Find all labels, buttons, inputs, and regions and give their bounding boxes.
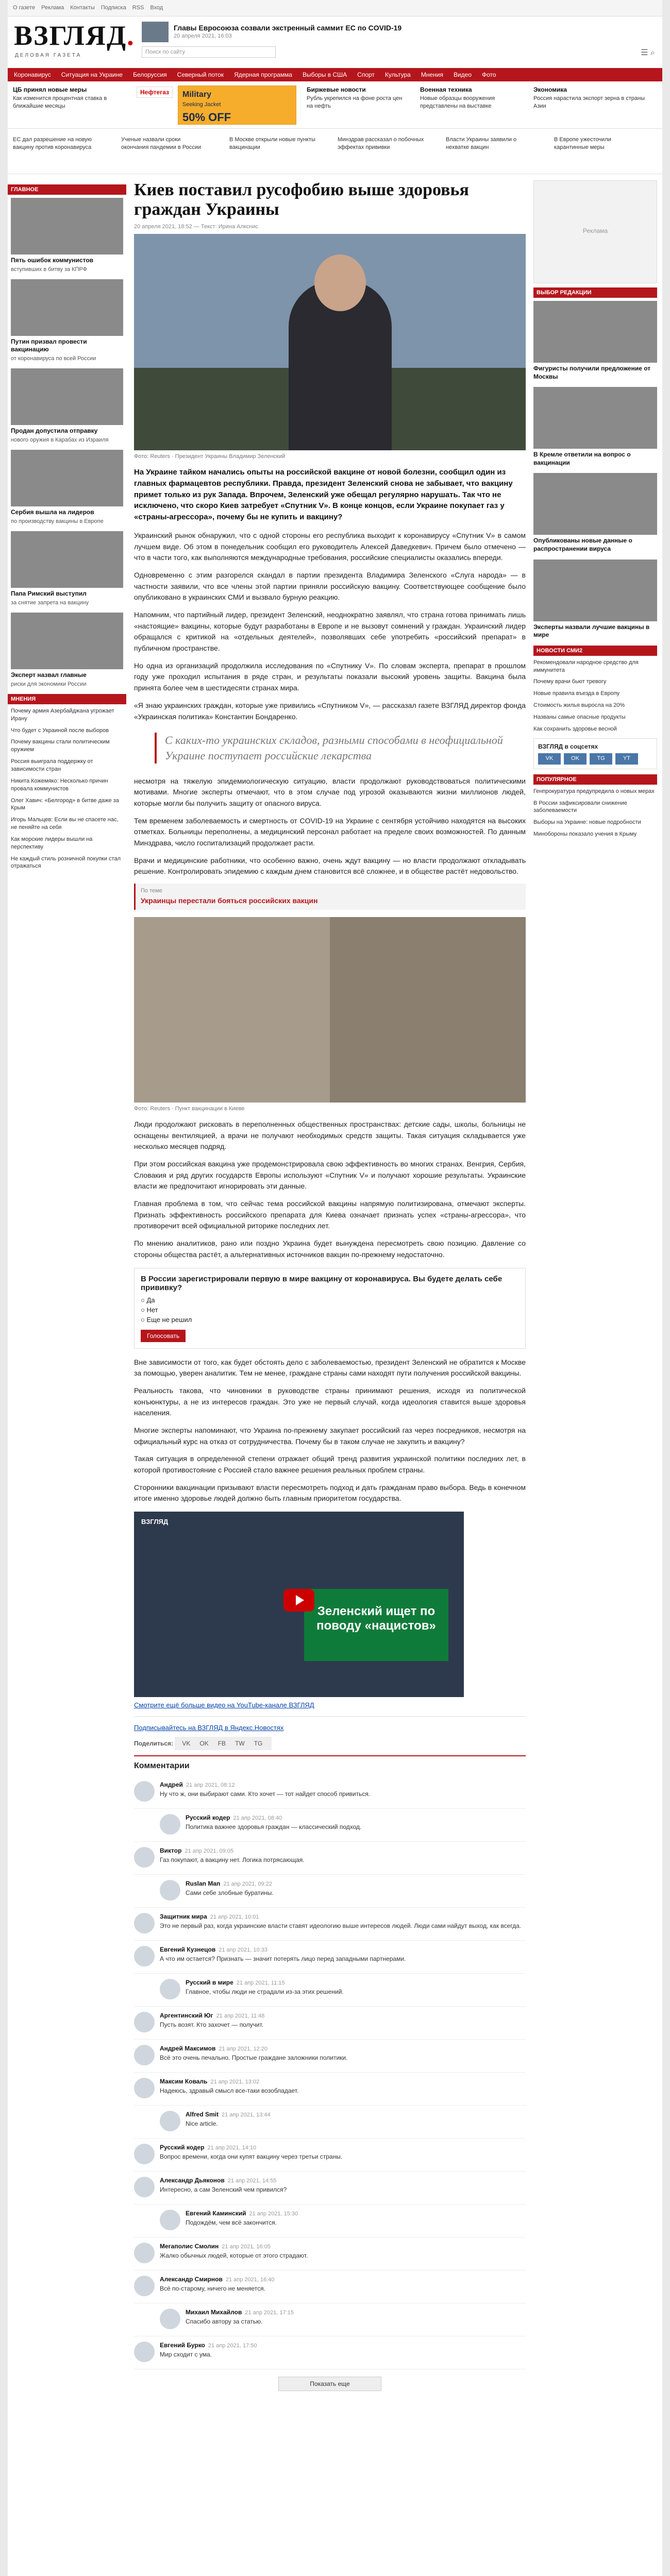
opinion-link[interactable]: Олег Хавич: «Белгород» в битве даже за Крым (11, 797, 119, 811)
article-title: Киев поставил русофобию выше здоровья граждан Украины (134, 180, 469, 219)
news-card[interactable] (11, 450, 123, 525)
share-label: Поделиться: (134, 1740, 174, 1748)
ad-title: Military (182, 90, 212, 99)
avatar[interactable] (134, 2045, 155, 2065)
nav-item[interactable]: Белоруссия (133, 71, 167, 78)
related-label: По теме (141, 888, 162, 894)
poll-option-label: Еще не решил (146, 1315, 192, 1324)
news-card[interactable] (11, 279, 123, 362)
promo-item[interactable]: Биржевые новости Рубль укрепился на фоне роста цен на нефть (307, 86, 403, 110)
poll-question: В России зарегистрировали первую в мире вакцину от коронавируса. Вы будете делать себе прививку? (141, 1274, 502, 1292)
promo-item[interactable]: Военная техника Новые образцы вооружения представлены на выставке (420, 86, 495, 110)
comment-text: Пусть возят. Кто захочет — получит. (160, 2021, 264, 2029)
poll (134, 1268, 526, 1349)
section-head: МНЕНИЯ (8, 694, 126, 704)
comment-author[interactable]: Андрей 21 апр 2021, 08:12 (160, 1781, 235, 1789)
comment-text: Газ покупают, а вакцину нет. Логика потрясающая. (160, 1856, 305, 1864)
nav-item[interactable]: Культура (384, 71, 411, 78)
comments-head: Комментарии (134, 1761, 190, 1771)
site-logo[interactable]: ВЗГЛЯД. (14, 20, 135, 51)
news-title[interactable]: Сербия вышла на лидеров (11, 509, 94, 516)
comment-author[interactable]: Александр Дьяконов 21 апр 2021, 14:55 (160, 2177, 277, 2184)
social-title: ВЗГЛЯД в соцсетях (538, 742, 598, 750)
top-link[interactable]: Контакты (70, 5, 95, 11)
news-link[interactable]: Новые правила въезда в Европу (533, 690, 620, 697)
comment (134, 2172, 526, 2205)
comment-author[interactable]: Евгений Кузнецов 21 апр 2021, 10:33 (160, 1946, 267, 1954)
comment (134, 1908, 526, 1941)
paragraph: Врачи и медицинские работники, что особенно важно, очень ждут вакцину — но власти продолжают откладывать решение. Контролировать эпидемию с каждым днем становится всё сложнее, и в обществе растёт недовольство. (134, 856, 526, 876)
poll-option-label: Да (146, 1296, 155, 1304)
avatar[interactable] (134, 2078, 155, 2098)
opinion-link[interactable]: Никита Кожемяко: Несколько причин провала коммунистов (11, 777, 108, 792)
comment (134, 2205, 526, 2238)
paragraph: Такая ситуация в определенной степени отражает общий тренд развития украинской политики последних лет, в которой противостояние с Россией стало важнее решения реальных проблем страны. (134, 1454, 526, 1475)
avatar[interactable] (134, 2144, 155, 2164)
comment (134, 2007, 526, 2040)
news-card[interactable] (11, 198, 123, 273)
sub-news-item[interactable]: Ученые назвали сроки окончания пандемии в России (121, 137, 202, 150)
news-thumb (11, 368, 123, 425)
news-card[interactable] (11, 368, 123, 444)
comment-text: Политика важнее здоровья граждан — классический подход. (186, 1823, 362, 1831)
comment-time: 21 апр 2021, 16:40 (225, 2277, 275, 2283)
article-lead: На Украине тайком начались опыты на российской вакцине от новой болезни, сообщил один из главных фармацевтов республики. Правда, президент Зеленский снова не забывает, что вакцину примет только из рук Запада. Впрочем, Зеленский уже обещал регулярно нарушать. Так что не исключено, что скоро Киев затребует «Спутник V». В конце концов, если Украине покупает газ у «страны-агрессора», почему бы не купить и вакцину? (134, 468, 513, 522)
avatar[interactable] (134, 2177, 155, 2197)
comment-time: 21 апр 2021, 11:48 (216, 2013, 265, 2020)
comment-text: Ну что ж, они выбирают сами. Кто хочет — тот найдет способ привиться. (160, 1790, 371, 1798)
comment-text: Жалко обычных людей, которые от этого страдают. (160, 2252, 308, 2260)
news-title[interactable]: Опубликованы новые данные о распространении вируса (533, 537, 632, 552)
news-subtitle: нового оружия в Карабах из Израиля (11, 436, 109, 443)
avatar[interactable] (134, 1781, 155, 1802)
comment-author[interactable]: Alfred Smit 21 апр 2021, 13:44 (186, 2111, 271, 2119)
search-input[interactable]: Поиск по сайту (142, 46, 276, 58)
comment-time: 21 апр 2021, 14:55 (227, 2178, 277, 2184)
logo-subtitle: ДЕЛОВАЯ ГАЗЕТА (15, 53, 82, 58)
comment-time: 21 апр 2021, 10:33 (219, 1947, 267, 1954)
comment-text: А что им остается? Признать — значит потерять лицо перед западными партнерами. (160, 1955, 406, 1963)
comment (134, 2303, 526, 2336)
news-subtitle: от коронавируса по всей России (11, 355, 96, 362)
right-sidebar (533, 180, 657, 842)
show-more-button[interactable]: Показать еще (278, 2377, 381, 2391)
comment (134, 2040, 526, 2073)
video-label: ВЗГЛЯД (141, 1518, 169, 1526)
play-icon[interactable] (283, 1589, 314, 1612)
breaking-date: 20 апреля 2021, 16:03 (174, 33, 232, 39)
paragraph: Но одна из организаций продолжила исследования по «Спутнику V». По словам эксперта, препарат в прошлом году уже проходил испытания в ряде стран, и результаты показали высокий уровень защиты. Вакцина была принята более чем в шестидесяти странах мира. (134, 661, 526, 692)
paragraph: Напомним, что партийный лидер, президент Зеленский, неоднократно заявлял, что страна готова принимать лишь «настоящие» вакцины, которые будут разработаны в Европе и не вызовут сомнений у граждан. Украинский лидер обращался с критикой на «отдельных деятелей», позволявших себе употребить «российский препарат» в публичном пространстве. (134, 611, 526, 653)
comment-text: Мир сходит с ума. (160, 2351, 212, 2359)
comments-section (134, 1755, 526, 2391)
comment (134, 1875, 526, 1908)
ad-slot[interactable]: Реклама (533, 180, 657, 283)
hero-image (134, 234, 526, 450)
news-subtitle: риски для экономики России (11, 681, 87, 687)
comment-author[interactable]: Аргентинский Юг 21 апр 2021, 11:48 (160, 2012, 265, 2020)
comment (134, 1974, 526, 2007)
breaking-thumb (142, 22, 169, 42)
promo-strip (8, 81, 662, 129)
nav-item[interactable]: Выборы в США (302, 71, 347, 78)
news-title[interactable]: Фигуристы получили предложение от Москвы (533, 365, 651, 380)
news-title[interactable]: В Кремле ответили на вопрос о вакцинации (533, 451, 631, 466)
news-subtitle: вступивших в битву за КПРФ (11, 266, 88, 273)
comment-time: 21 апр 2021, 15:30 (249, 2211, 298, 2217)
news-card[interactable] (11, 531, 123, 606)
paragraph: Люди продолжают рисковать в переполненных общественных пространствах: детские сады, школы, больницы не оснащены вентиляцией, а врачи не получают необходимых средств защиты. Такая ситуация складывается уже несколько месяцев подряд. (134, 1120, 526, 1151)
comment-time: 21 апр 2021, 13:02 (210, 2079, 260, 2086)
comment-author[interactable]: Защитник мира 21 апр 2021, 10:01 (160, 1913, 259, 1921)
avatar[interactable] (160, 1979, 180, 1999)
comment (134, 2106, 526, 2139)
comment-time: 21 апр 2021, 14:10 (207, 2145, 257, 2151)
comment-author[interactable]: Мегаполис Смолин 21 апр 2021, 16:05 (160, 2243, 271, 2250)
comment-text: Главное, чтобы люди не страдали из-за этих решений. (186, 1988, 344, 1996)
ad-subtitle: Seeking Jacket (182, 101, 221, 108)
youtube-link[interactable]: Смотрите ещё больше видео на YouTube-канале ВЗГЛЯД (134, 1701, 314, 1709)
avatar[interactable] (134, 2243, 155, 2263)
paragraph: Главная проблема в том, что сейчас тема российской вакцины напрямую политизирована, отмечают эксперты. Признать эффективность российского препарата для Киева означает признать успех «страны-агрессора», что противоречит всей официальной риторике последних лет. (134, 1199, 526, 1230)
news-subtitle: за снятие запрета на вакцину (11, 599, 89, 606)
news-thumb (11, 450, 123, 506)
radio-icon[interactable]: ○ (141, 1296, 147, 1304)
paragraph: «Я знаю украинских граждан, которые уже привились «Спутником V», — рассказал газете ВЗГЛЯД директор фонда «Украинская политика» Константин Бондаренко. (134, 701, 526, 721)
share-button[interactable]: TG (250, 1738, 266, 1749)
nav-item[interactable]: Коронавирус (14, 71, 51, 78)
comment-time: 21 апр 2021, 10:01 (210, 1914, 259, 1921)
news-card[interactable] (533, 473, 657, 553)
comment-author[interactable]: Виктор 21 апр 2021, 09:05 (160, 1847, 234, 1855)
breaking-news[interactable] (142, 22, 451, 42)
comment-author[interactable]: Андрей Максимов 21 апр 2021, 12:20 (160, 2045, 268, 2053)
sub-news-row (8, 133, 662, 174)
comment-author[interactable]: Русский кодер 21 апр 2021, 14:10 (160, 2144, 257, 2151)
radio-icon[interactable]: ○ (141, 1315, 147, 1324)
avatar[interactable] (134, 2342, 155, 2362)
comment (134, 2073, 526, 2106)
comment-text: Вопрос времени, когда они купят вакцину через третьи страны. (160, 2153, 343, 2161)
sub-news-item[interactable]: Минздрав рассказал о побочных эффектах прививки (338, 137, 424, 150)
poll-option[interactable] (141, 1296, 519, 1304)
top-bar (8, 0, 662, 16)
news-link[interactable]: Рекомендовали народное средство для иммунитета (533, 659, 639, 673)
paragraph: При этом российская вакцина уже продемонстрировала свою эффективность во многих странах. Венгрия, Сербия, Словакия и ряд других государств Европы используют «Спутник V» и получают хорошие результаты. Украинские власти же предпочитают игнорировать эти данные. (134, 1160, 526, 1191)
share-bar (134, 1737, 526, 1750)
news-link[interactable]: Почему врачи бьют тревогу (533, 679, 607, 685)
opinion-link[interactable]: Не каждый стиль розничной покупки стал отражаться (11, 855, 121, 870)
poll-option-label: Нет (146, 1306, 158, 1314)
comment (134, 2139, 526, 2172)
avatar[interactable] (160, 1814, 180, 1835)
comment-text: Nice article. (186, 2120, 218, 2128)
social-button[interactable]: YT (615, 753, 638, 765)
partner-logo[interactable]: Нефтегаз (137, 87, 173, 98)
comment-time: 21 апр 2021, 08:12 (186, 1782, 235, 1789)
comment-author[interactable]: Русский кодер 21 апр 2021, 08:40 (186, 1814, 282, 1822)
news-thumb (533, 301, 657, 363)
news-title[interactable]: Папа Римский выступил (11, 590, 87, 598)
comment-author[interactable]: Русский в мире 21 апр 2021, 11:15 (186, 1979, 285, 1987)
paragraph: Тем временем заболеваемость и смертность от COVID-19 на Украине с сентября устойчиво находятся на высоких отметках. Больницы переполнены, а медицинский персонал работает на пределе своих возможностей. По данным Минздрава, число госпитализаций продолжает расти. (134, 816, 526, 848)
news-thumb (533, 387, 657, 449)
comment-time: 21 апр 2021, 08:40 (233, 1815, 282, 1822)
sub-news-item[interactable]: В Москве открыли новые пункты вакцинации (229, 137, 315, 150)
section-head: ПОПУЛЯРНОЕ (533, 774, 657, 785)
news-card[interactable] (533, 387, 657, 467)
comment-text: Надеюсь, здравый смысл все-таки возобладает. (160, 2087, 299, 2095)
avatar[interactable] (160, 2111, 180, 2131)
popular-link[interactable]: В России зафиксировали снижение заболеваемости (533, 800, 627, 814)
comment-time: 21 апр 2021, 12:20 (219, 2046, 268, 2053)
avatar[interactable] (134, 2012, 155, 2032)
comment-author[interactable]: Евгений Каминский 21 апр 2021, 15:30 (186, 2210, 298, 2217)
radio-icon[interactable]: ○ (141, 1306, 147, 1314)
article-meta: 20 апреля 2021, 18:52 — Текст: Ирина Алкснис (134, 224, 259, 230)
ad-banner[interactable] (178, 86, 296, 125)
promo-item[interactable]: ЦБ принял новые меры Как изменится процентная ставка в ближайшие месяцы (13, 86, 107, 110)
news-title[interactable]: Эксперты назвали лучшие вакцины в мире (533, 623, 650, 639)
news-thumb (11, 279, 123, 336)
site-wrapper (8, 0, 662, 2576)
comment-time: 21 апр 2021, 11:15 (236, 1980, 285, 1987)
opinion-link[interactable]: Почему вакцины стали политическим оружием (11, 739, 110, 753)
nav-item[interactable]: Мнения (421, 71, 443, 78)
poll-vote-button[interactable]: Голосовать (141, 1330, 186, 1342)
comment-time: 21 апр 2021, 09:22 (223, 1881, 272, 1888)
comment-text: Интересно, а сам Зеленский чем привился? (160, 2186, 287, 2194)
nav-item[interactable]: Видео (453, 71, 472, 78)
yandex-news-link[interactable]: Подписывайтесь на ВЗГЛЯД в Яндекс.Новостях (134, 1724, 284, 1732)
comment-text: Спасибо автору за статью. (186, 2318, 263, 2326)
promo-item[interactable]: Экономика Россия нарастила экспорт зерна в страны Азии (533, 86, 645, 110)
ad-offer: 50% OFF (182, 111, 231, 124)
breaking-title[interactable]: Главы Евросоюза созвали экстренный саммит ЕС по COVID-19 (174, 24, 402, 32)
comment-time: 21 апр 2021, 16:05 (222, 2244, 271, 2250)
popular-link[interactable]: Генпрокуратура предупредила о новых мерах (533, 788, 655, 794)
comment-text: Сами себе злобные буратины. (186, 1889, 274, 1897)
paragraph: Украинский рынок обнаружил, что с одной стороны его республика выходит к коронавирусу «Спутник V» в самом лучшем виде. Об этом в понедельник сообщил его руководитель Алексей Даведкевич. Причем было отмечено — что в части того, как выполняются международные требования, российские специалисты оказались впереди. (134, 531, 526, 562)
left-sidebar (8, 180, 126, 874)
avatar[interactable] (134, 1913, 155, 1934)
video-banner: Зеленский ищет по поводу «нацистов» (304, 1589, 448, 1661)
news-card[interactable] (533, 560, 657, 639)
news-title[interactable]: Пять ошибок коммунистов (11, 257, 94, 264)
opinion-link[interactable]: Что будет с Украиной после выборов (11, 727, 109, 734)
main-nav (8, 68, 662, 81)
paragraph: Сторонники вакцинации призывают власти пересмотреть подход и дать гражданам право выбора. Ведь в конечном итоге именно здоровье людей должно быть главным приоритетом государства. (134, 1483, 526, 1503)
comment-text: Всё это очень печально. Простые граждане заложники политики. (160, 2054, 348, 2062)
pull-quote: С каких-то украинских складов, разными способами в неофициальной Украине поступает российские лекарства (155, 733, 505, 763)
inline-caption: Фото: Reuters · Пункт вакцинации в Киеве (134, 1105, 245, 1112)
news-card[interactable] (533, 301, 657, 381)
comment-author[interactable]: Александр Смирнов 21 апр 2021, 16:40 (160, 2276, 275, 2283)
avatar[interactable] (160, 2309, 180, 2329)
social-box (533, 738, 657, 769)
avatar[interactable] (134, 1847, 155, 1868)
opinion-link[interactable]: Россия выиграла поддержку от зависимости стран (11, 758, 93, 772)
top-link[interactable]: RSS (132, 5, 144, 11)
related-box[interactable] (134, 884, 526, 910)
nav-item[interactable]: Северный поток (177, 71, 224, 78)
news-thumb (533, 473, 657, 535)
share-button[interactable]: TW (231, 1738, 248, 1749)
section-head: ГЛАВНОЕ (8, 184, 126, 195)
comment-time: 21 апр 2021, 17:50 (208, 2343, 257, 2349)
nav-item[interactable]: Ситуация на Украине (61, 71, 123, 78)
article (134, 180, 526, 2398)
opinion-link[interactable]: Игорь Мальцев: Если вы не спасете нас, не пеняйте на себя (11, 817, 119, 831)
comment (134, 2336, 526, 2369)
comment (134, 2238, 526, 2270)
nav-item[interactable]: Спорт (357, 71, 375, 78)
poll-option[interactable] (141, 1306, 519, 1314)
top-link[interactable]: Подписка (100, 5, 126, 11)
paragraph: Вне зависимости от того, как будет обстоять дело с заболеваемостью, президент Зеленский не обратится к Москве за помощью, уверен аналитик. Тем не менее, граждане страны сами находят пути получения российской вакцины. (134, 1358, 526, 1378)
sub-news-item[interactable]: Власти Украины заявили о нехватке вакцин (446, 137, 517, 150)
comment-time: 21 апр 2021, 09:05 (185, 1848, 234, 1855)
paragraph: Реальность такова, что чиновники в руководстве страны принимают решения, исходя из политической конъюнктуры, а не из интересов граждан. Это уже не первый случай, когда идеология ставится выше здоровья населения. (134, 1386, 526, 1417)
popular-link[interactable]: Выборы на Украине: новые подробности (533, 819, 641, 826)
social-button[interactable]: TG (590, 753, 612, 765)
comment-author[interactable]: Максим Коваль 21 апр 2021, 13:02 (160, 2078, 260, 2086)
news-thumb (533, 560, 657, 621)
paragraph: Одновременно с этим разгорелся скандал в партии президента Владимира Зеленского «Слуга народа» — в частности заявили, что все члены этой партии приняли российскую вакцину. Соответствующее сообщение было опубликовано в украинских СМИ и вызвало бурную реакцию. (134, 570, 526, 602)
comment (134, 1776, 526, 1809)
header (8, 16, 662, 68)
news-title[interactable]: Путин призвал провести вакцинацию (11, 337, 87, 353)
inline-image (134, 917, 526, 1103)
avatar[interactable] (134, 1946, 155, 1967)
video-player[interactable] (134, 1512, 464, 1697)
related-link[interactable]: Украинцы перестали бояться российских вакцин (141, 896, 318, 905)
news-link[interactable]: Названы самые опасные продукты (533, 714, 626, 720)
social-button[interactable]: VK (538, 753, 561, 765)
poll-option[interactable] (141, 1316, 519, 1324)
comment-author[interactable]: Евгений Бурко 21 апр 2021, 17:50 (160, 2342, 257, 2349)
avatar[interactable] (134, 2276, 155, 2296)
news-link[interactable]: Как сохранить здоровье весной (533, 725, 617, 732)
comment (134, 1809, 526, 1842)
news-thumb (11, 198, 123, 255)
section-head: ВЫБОР РЕДАКЦИИ (533, 287, 657, 298)
paragraph: Многие эксперты напоминают, что Украина по-прежнему закупает российский газ через посредников, несмотря на официальный курс на отказ от сотрудничества. Почему бы в таком случае не закупить и вакцину? (134, 1426, 526, 1446)
news-thumb (11, 613, 123, 669)
news-thumb (11, 531, 123, 588)
news-title[interactable]: Продан допустила отправку (11, 427, 98, 435)
social-button[interactable]: OK (564, 753, 587, 765)
comment-time: 21 апр 2021, 17:15 (245, 2310, 294, 2316)
hero-caption: Фото: Reuters · Президент Украины Владимир Зеленский (134, 453, 286, 460)
comment-author[interactable]: Михаил Михайлов 21 апр 2021, 17:15 (186, 2309, 294, 2316)
top-links (13, 5, 169, 11)
share-button[interactable]: FB (214, 1738, 229, 1749)
top-link[interactable]: Реклама (41, 5, 64, 11)
news-card[interactable] (11, 613, 123, 688)
top-link[interactable]: Вход (150, 5, 163, 11)
paragraph: По мнению аналитиков, рано или поздно Украина будет вынуждена пересмотреть свою позицию. Давление со стороны общества растёт, а альтернативных источников вакцин по-прежнему недостаточно. (134, 1239, 526, 1259)
comment (134, 1941, 526, 1974)
comment-author[interactable]: Ruslan Man 21 апр 2021, 09:22 (186, 1880, 272, 1888)
news-link[interactable]: Стоимость жилья выросла на 20% (533, 702, 625, 709)
menu-search-icon[interactable]: ☰ ⌕ (641, 48, 655, 57)
news-subtitle: по производству вакцины в Европе (11, 518, 104, 524)
opinion-link[interactable]: Почему армия Азербайджана угрожает Ирану (11, 707, 114, 722)
comment-text: Всё по-старому, ничего не меняется. (160, 2285, 265, 2293)
news-title[interactable]: Эксперт назвал главные (11, 671, 87, 679)
share-button[interactable]: VK (178, 1738, 194, 1749)
sub-news-item[interactable]: В Европе ужесточили карантинные меры (554, 137, 611, 150)
comment-time: 21 апр 2021, 13:44 (222, 2112, 271, 2119)
share-button[interactable]: OK (196, 1738, 212, 1749)
avatar[interactable] (160, 2210, 180, 2230)
sub-news-item[interactable]: ЕС дал разрешение на новую вакцину против коронавируса (13, 137, 92, 150)
top-link[interactable]: О газете (13, 5, 36, 11)
paragraph: несмотря на тяжелую эпидемиологическую ситуацию, власти продолжают руководствоваться политическими мотивами. Многие эксперты отмечают, что в этом случае под угрозой оказываются жизни миллионов людей, которые могли бы получить защиту от опасного вируса. (134, 776, 526, 807)
comment-text: Подождём, чем всё закончится. (186, 2219, 277, 2227)
avatar[interactable] (160, 1880, 180, 1901)
comment (134, 2270, 526, 2303)
opinion-link[interactable]: Как морские лидеры вышли на перспективу (11, 836, 93, 850)
nav-item[interactable]: Ядерная программа (234, 71, 292, 78)
nav-item[interactable]: Фото (482, 71, 496, 78)
comment (134, 1842, 526, 1875)
popular-link[interactable]: Минобороны показало учения в Крыму (533, 831, 637, 838)
section-head: НОВОСТИ СМИ2 (533, 646, 657, 656)
comment-text: Это не первый раз, когда украинские власти ставят идеологию выше интересов людей. Люди сами найдут выход, как всегда. (160, 1922, 522, 1930)
